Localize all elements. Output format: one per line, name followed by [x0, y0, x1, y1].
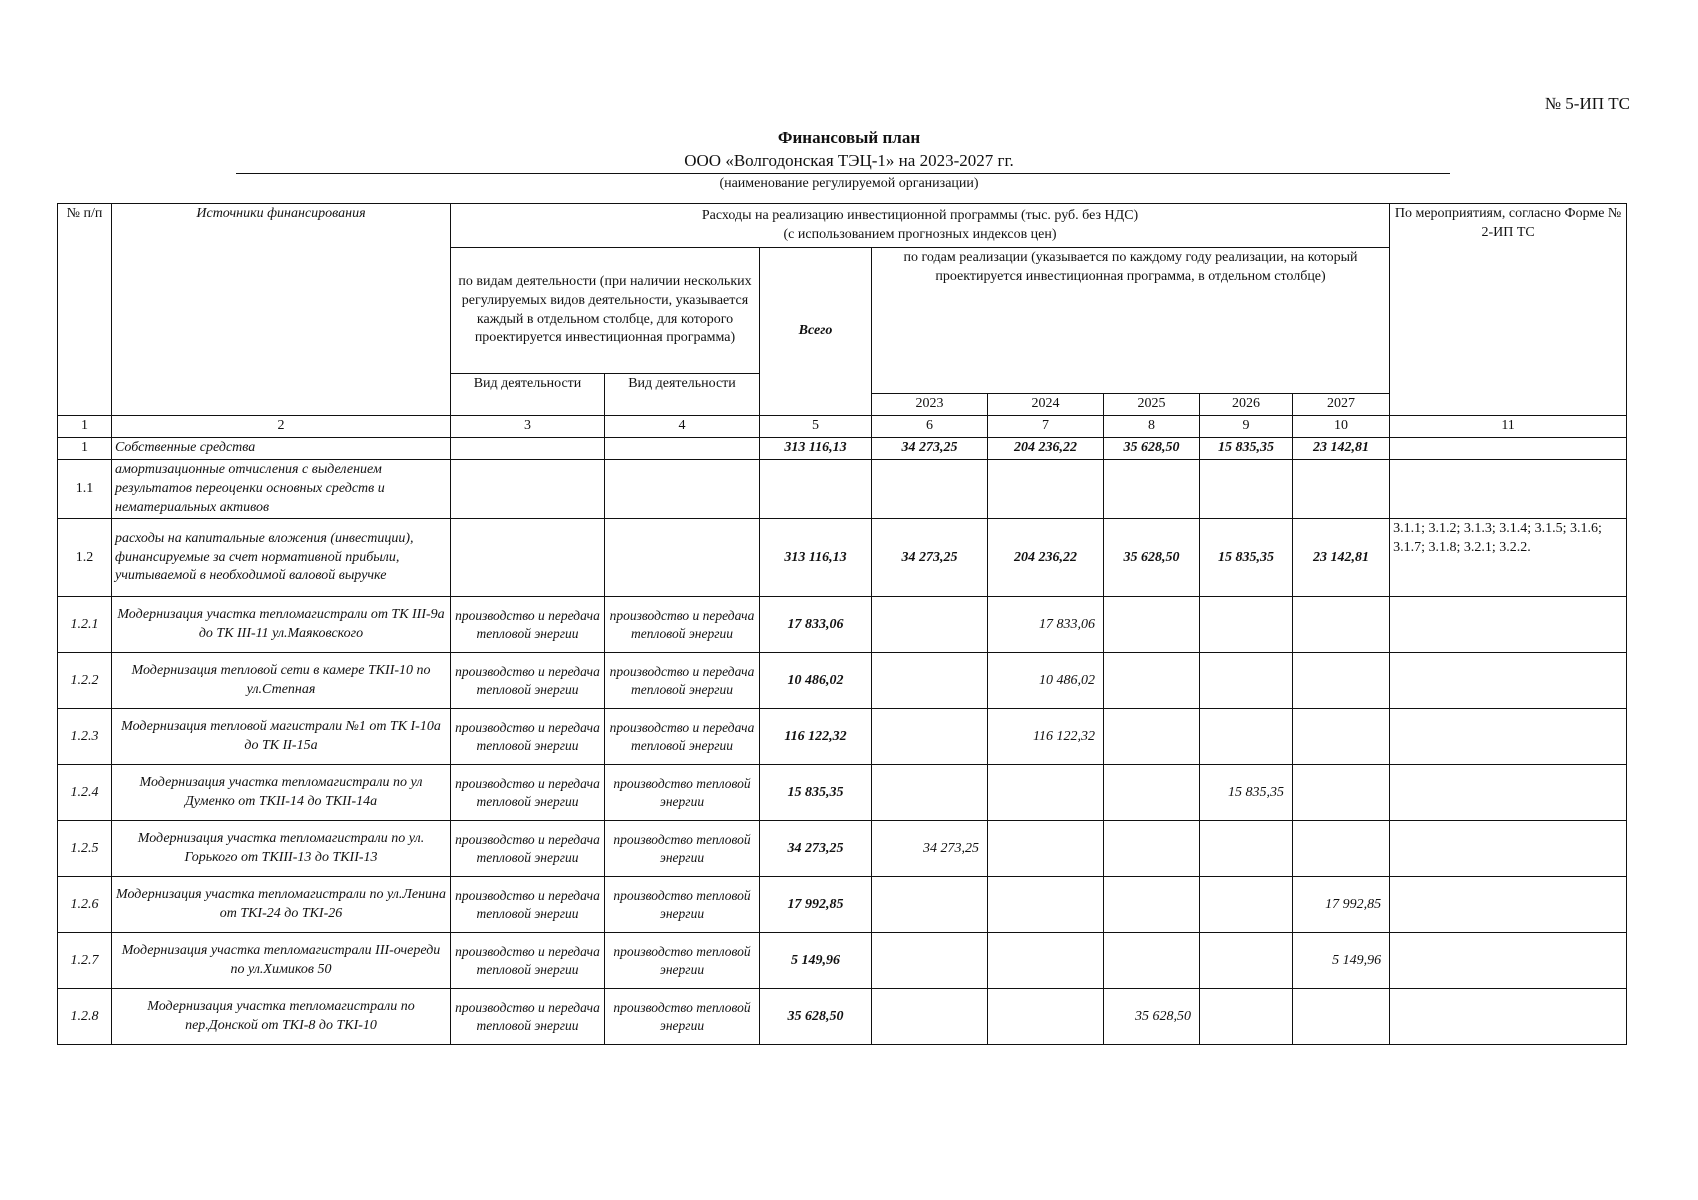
row-y2027 [1293, 709, 1390, 765]
row-total: 313 116,13 [760, 519, 872, 597]
row-activity-1: производство и передача тепловой энергии [451, 877, 605, 933]
row-activity-1: производство и передача тепловой энергии [451, 709, 605, 765]
row-y2025 [1104, 653, 1200, 709]
row-y2024 [988, 989, 1104, 1045]
row-measures [1390, 933, 1627, 989]
financial-plan-table [57, 203, 1627, 1045]
row-source: Модернизация участка тепломагистрали по пер.Донской от ТКI-8 до ТКI-10 [112, 989, 451, 1045]
row-activity-1 [451, 459, 605, 519]
row-y2025 [1104, 877, 1200, 933]
header-activity-type-1: Вид деятельности [451, 374, 605, 416]
header-by-measures: По мероприятиям, согласно Форме № 2-ИП ТС [1390, 204, 1627, 416]
row-activity-2: производство и передача тепловой энергии [605, 709, 760, 765]
row-y2023 [872, 653, 988, 709]
organization-caption: (наименование регулируемой организации) [719, 176, 979, 191]
row-measures: 3.1.1; 3.1.2; 3.1.3; 3.1.4; 3.1.5; 3.1.6; 3.1.7; 3.1.8; 3.2.1; 3.2.2. [1390, 519, 1627, 597]
row-y2024: 17 833,06 [988, 597, 1104, 653]
row-source: Модернизация участка тепломагистрали III-очереди по ул.Химиков 50 [112, 933, 451, 989]
row-y2027: 5 149,96 [1293, 933, 1390, 989]
table-row [58, 519, 1627, 597]
row-y2023: 34 273,25 [872, 519, 988, 597]
header-expenses-title: Расходы на реализацию инвестиционной программы (тыс. руб. без НДС) [701, 207, 1139, 223]
row-y2025 [1104, 459, 1200, 519]
row-measures [1390, 653, 1627, 709]
row-y2026: 15 835,35 [1200, 437, 1293, 459]
row-total: 35 628,50 [760, 989, 872, 1045]
row-number: 1.2.7 [58, 933, 112, 989]
row-total: 5 149,96 [760, 933, 872, 989]
header-total: Всего [760, 248, 872, 416]
header-year-2024: 2024 [988, 394, 1104, 416]
table-row [58, 653, 1627, 709]
header-by-year: по годам реализации (указывается по каждому году реализации, на который проектируется инвестиционная программа, в отдельном столбце) [872, 248, 1390, 394]
row-y2025 [1104, 933, 1200, 989]
row-y2024: 204 236,22 [988, 437, 1104, 459]
row-y2023 [872, 709, 988, 765]
table-row [58, 989, 1627, 1045]
organization-name: ООО «Волгодонская ТЭЦ-1» на 2023-2027 гг. [684, 151, 1014, 170]
row-activity-2: производство тепловой энергии [605, 877, 760, 933]
row-total: 10 486,02 [760, 653, 872, 709]
row-y2024 [988, 765, 1104, 821]
row-source: Собственные средства [112, 437, 451, 459]
header-activity-type-2: Вид деятельности [605, 374, 760, 416]
row-source: Модернизация участка тепломагистрали от ТК III-9а до ТК III-11 ул.Маяковского [112, 597, 451, 653]
row-y2027 [1293, 597, 1390, 653]
row-y2025 [1104, 709, 1200, 765]
document-title: Финансовый план [777, 128, 921, 147]
row-y2023 [872, 597, 988, 653]
table-row [58, 933, 1627, 989]
header-col-no: № п/п [58, 204, 112, 416]
column-number: 3 [451, 416, 605, 438]
row-y2026: 15 835,35 [1200, 765, 1293, 821]
column-number: 11 [1390, 416, 1627, 438]
column-number: 6 [872, 416, 988, 438]
row-y2024: 204 236,22 [988, 519, 1104, 597]
row-y2023: 34 273,25 [872, 437, 988, 459]
row-y2024 [988, 933, 1104, 989]
row-y2026 [1200, 459, 1293, 519]
header-col-source: Источники финансирования [112, 204, 451, 416]
row-activity-2 [605, 519, 760, 597]
row-y2023 [872, 877, 988, 933]
row-y2026 [1200, 989, 1293, 1045]
header-year-2025: 2025 [1104, 394, 1200, 416]
column-number: 2 [112, 416, 451, 438]
row-y2027 [1293, 765, 1390, 821]
row-total: 17 992,85 [760, 877, 872, 933]
row-y2025 [1104, 597, 1200, 653]
column-number: 7 [988, 416, 1104, 438]
row-activity-2 [605, 437, 760, 459]
header-year-2027: 2027 [1293, 394, 1390, 416]
column-number: 4 [605, 416, 760, 438]
header-year-2023: 2023 [872, 394, 988, 416]
row-y2026 [1200, 597, 1293, 653]
row-measures [1390, 765, 1627, 821]
table-row [58, 459, 1627, 519]
row-activity-2: производство и передача тепловой энергии [605, 653, 760, 709]
row-y2023 [872, 933, 988, 989]
table-row [58, 877, 1627, 933]
row-activity-1: производство и передача тепловой энергии [451, 821, 605, 877]
organization-underline [236, 173, 1450, 174]
row-source: расходы на капитальные вложения (инвестиции), финансируемые за счет нормативной прибыли, учитываемой в необходимой валовой выручке [112, 519, 451, 597]
row-activity-1 [451, 437, 605, 459]
row-y2026: 15 835,35 [1200, 519, 1293, 597]
header-year-2026: 2026 [1200, 394, 1293, 416]
table-row [58, 597, 1627, 653]
row-y2027 [1293, 989, 1390, 1045]
row-y2024: 10 486,02 [988, 653, 1104, 709]
row-measures [1390, 709, 1627, 765]
table-row [58, 821, 1627, 877]
row-y2025: 35 628,50 [1104, 989, 1200, 1045]
table-row [58, 437, 1627, 459]
row-y2027 [1293, 653, 1390, 709]
row-source: Модернизация тепловой сети в камере ТКII-10 по ул.Степная [112, 653, 451, 709]
column-number: 8 [1104, 416, 1200, 438]
row-y2027: 23 142,81 [1293, 437, 1390, 459]
row-number: 1.2.1 [58, 597, 112, 653]
row-y2026 [1200, 653, 1293, 709]
row-y2024 [988, 821, 1104, 877]
row-source: Модернизация участка тепломагистрали по ул. Горького от ТКIII-13 до ТКII-13 [112, 821, 451, 877]
column-number: 9 [1200, 416, 1293, 438]
row-number: 1.2.2 [58, 653, 112, 709]
row-y2024 [988, 877, 1104, 933]
row-activity-1: производство и передача тепловой энергии [451, 597, 605, 653]
row-activity-1 [451, 519, 605, 597]
row-source: Модернизация участка тепломагистрали по ул.Ленина от ТКI-24 до ТКI-26 [112, 877, 451, 933]
row-number: 1.2 [58, 519, 112, 597]
row-y2026 [1200, 933, 1293, 989]
row-measures [1390, 597, 1627, 653]
row-measures [1390, 877, 1627, 933]
column-number: 1 [58, 416, 112, 438]
column-number: 5 [760, 416, 872, 438]
row-activity-2: производство тепловой энергии [605, 765, 760, 821]
row-activity-2 [605, 459, 760, 519]
row-y2027: 17 992,85 [1293, 877, 1390, 933]
row-activity-2: производство тепловой энергии [605, 989, 760, 1045]
table-row [58, 709, 1627, 765]
row-y2026 [1200, 709, 1293, 765]
row-number: 1.2.5 [58, 821, 112, 877]
column-number: 10 [1293, 416, 1390, 438]
row-y2023: 34 273,25 [872, 821, 988, 877]
row-y2027 [1293, 821, 1390, 877]
row-y2026 [1200, 821, 1293, 877]
row-source: Модернизация тепловой магистрали №1 от ТК I-10а до ТК II-15а [112, 709, 451, 765]
row-total: 15 835,35 [760, 765, 872, 821]
row-number: 1.2.3 [58, 709, 112, 765]
row-total: 313 116,13 [760, 437, 872, 459]
row-y2025: 35 628,50 [1104, 519, 1200, 597]
row-total: 17 833,06 [760, 597, 872, 653]
row-y2025 [1104, 765, 1200, 821]
row-y2023 [872, 989, 988, 1045]
row-total [760, 459, 872, 519]
row-activity-1: производство и передача тепловой энергии [451, 653, 605, 709]
form-number: № 5-ИП ТС [1544, 94, 1630, 113]
row-activity-2: производство тепловой энергии [605, 821, 760, 877]
row-total: 116 122,32 [760, 709, 872, 765]
row-y2027: 23 142,81 [1293, 519, 1390, 597]
row-activity-2: производство и передача тепловой энергии [605, 597, 760, 653]
table-row [58, 765, 1627, 821]
row-y2023 [872, 765, 988, 821]
row-y2027 [1293, 459, 1390, 519]
row-activity-2: производство тепловой энергии [605, 933, 760, 989]
row-measures [1390, 989, 1627, 1045]
row-measures [1390, 821, 1627, 877]
row-number: 1 [58, 437, 112, 459]
header-by-activity: по видам деятельности (при наличии нескольких регулируемых видов деятельности, указывается каждый в отдельном столбце, для которого проектируется инвестиционная программа) [451, 248, 760, 374]
row-activity-1: производство и передача тепловой энергии [451, 765, 605, 821]
row-source: Модернизация участка тепломагистрали по ул Думенко от ТКII-14 до ТКII-14а [112, 765, 451, 821]
row-activity-1: производство и передача тепловой энергии [451, 933, 605, 989]
row-y2026 [1200, 877, 1293, 933]
row-y2025: 35 628,50 [1104, 437, 1200, 459]
row-measures [1390, 459, 1627, 519]
row-y2023 [872, 459, 988, 519]
header-expenses [451, 204, 1390, 248]
row-number: 1.2.8 [58, 989, 112, 1045]
row-number: 1.1 [58, 459, 112, 519]
row-measures [1390, 437, 1627, 459]
row-activity-1: производство и передача тепловой энергии [451, 989, 605, 1045]
row-y2024: 116 122,32 [988, 709, 1104, 765]
header-expenses-subtitle: (с использованием прогнозных индексов цен) [783, 226, 1057, 242]
row-y2024 [988, 459, 1104, 519]
row-y2025 [1104, 821, 1200, 877]
row-total: 34 273,25 [760, 821, 872, 877]
row-source: амортизационные отчисления с выделением результатов переоценки основных средств и нематериальных активов [112, 459, 451, 519]
row-number: 1.2.4 [58, 765, 112, 821]
row-number: 1.2.6 [58, 877, 112, 933]
